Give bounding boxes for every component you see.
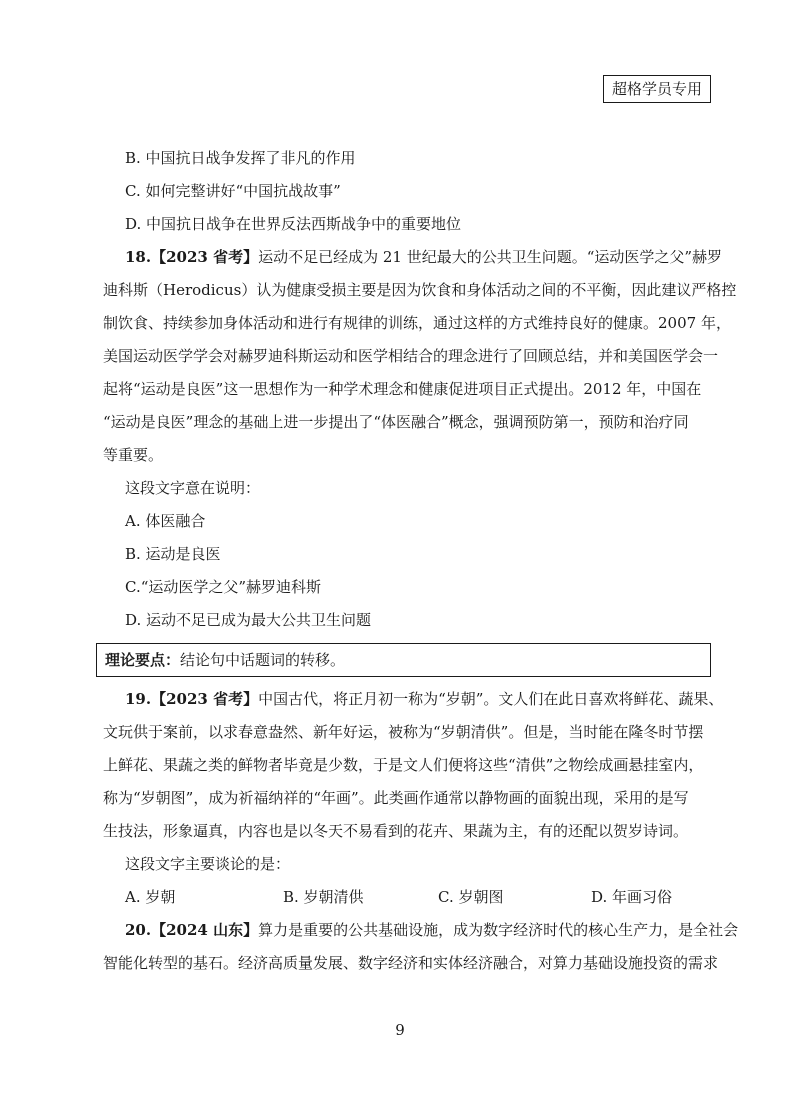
q19-option-b: B. 岁朝清供: [283, 888, 364, 906]
q18-text-line: 等重要。: [103, 446, 164, 464]
q18-text-line: 起将“运动是良医”这一思想作为一种学术理念和健康促进项目正式提出。2012 年，中国在: [103, 380, 702, 398]
q19-option-c: C. 岁朝图: [438, 888, 504, 906]
q18-option-c: C.“运动医学之父”赫罗迪科斯: [125, 578, 322, 596]
theory-box: [96, 643, 711, 677]
q18-option-d: D. 运动不足已成为最大公共卫生问题: [125, 611, 372, 629]
q18-text-line: 迪科斯（Herodicus）认为健康受损主要是因为饮食和身体活动之间的不平衡，因此建议严格控: [103, 281, 737, 299]
q18-text-line: 制饮食、持续参加身体活动和进行有规律的训练，通过这样的方式维持良好的健康。2007 年，: [103, 314, 731, 332]
theory-text: 结论句中话题词的转移。: [180, 651, 346, 669]
q19-option-a: A. 岁朝: [125, 888, 176, 906]
q17-option-c: C. 如何完整讲好“中国抗战故事”: [125, 182, 341, 200]
q19-question: 这段文字主要谈论的是：: [125, 855, 291, 873]
q17-option-b: B. 中国抗日战争发挥了非凡的作用: [125, 149, 356, 167]
q18-text-line: 美国运动医学学会对赫罗迪科斯运动和医学相结合的理念进行了回顾总结，并和美国医学会一: [103, 347, 719, 365]
q20-number: 20.: [125, 921, 152, 939]
q18-number: 18.: [125, 248, 152, 266]
q19-text-line: 中国古代，将正月初一称为“岁朝”。文人们在此日喜欢将鲜花、蔬果、: [258, 690, 724, 708]
q18-text-line: “运动是良医”理念的基础上进一步提出了“体医融合”概念，强调预防第一，预防和治疗同: [103, 413, 689, 431]
q18-tag: 【2023 省考】: [151, 248, 259, 266]
q19-option-d: D. 年画习俗: [591, 888, 673, 906]
q17-option-d: D. 中国抗日战争在世界反法西斯战争中的重要地位: [125, 215, 462, 233]
q19-options: [103, 881, 704, 914]
q19-first-line: [103, 683, 724, 716]
q18-first-line: [103, 241, 723, 274]
q18-text-line: 运动不足已经成为 21 世纪最大的公共卫生问题。“运动医学之父”赫罗: [258, 248, 723, 266]
q20-text-line: 算力是重要的公共基础设施，成为数字经济时代的核心生产力，是全社会: [258, 921, 739, 939]
page-content: [103, 142, 739, 980]
q19-tag: 【2023 省考】: [151, 690, 259, 708]
q19-text-line: 生技法，形象逼真，内容也是以冬天不易看到的花卉、果蔬为主，有的还配以贺岁诗词。: [103, 822, 689, 840]
q18-option-b: B. 运动是良医: [125, 545, 221, 563]
q19-text-line: 称为“岁朝图”，成为祈福纳祥的“年画”。此类画作通常以静物画的面貌出现，采用的是写: [103, 789, 689, 807]
q19-text-line: 上鲜花、果蔬之类的鲜物者毕竟是少数，于是文人们便将这些“清供”之物绘成画悬挂室内，: [103, 756, 704, 774]
q18-option-a: A. 体医融合: [125, 512, 206, 530]
q20-text-line: 智能化转型的基石。经济高质量发展、数字经济和实体经济融合，对算力基础设施投资的需求: [103, 954, 719, 972]
page-number: 9: [395, 1021, 405, 1039]
q19-text-line: 文玩供于案前，以求春意盎然、新年好运，被称为“岁朝清供”。但是，当时能在隆冬时节摆: [103, 723, 704, 741]
q18-question: 这段文字意在说明：: [125, 479, 261, 497]
q19-number: 19.: [125, 690, 152, 708]
exclusive-stamp: 超格学员专用: [603, 75, 711, 103]
q20-first-line: [103, 914, 739, 947]
q20-tag: 【2024 山东】: [151, 921, 259, 939]
theory-label: 理论要点：: [105, 651, 181, 669]
